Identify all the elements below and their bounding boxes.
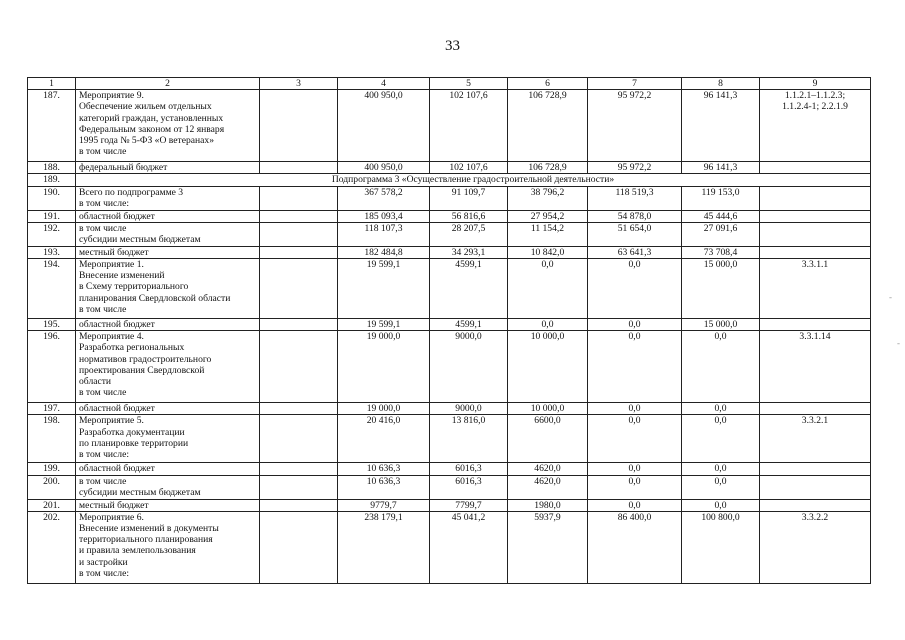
table-cell: 86 400,0 xyxy=(588,511,682,583)
table-cell xyxy=(260,162,338,174)
table-cell: 10 000,0 xyxy=(508,403,588,415)
column-header: 4 xyxy=(338,78,430,90)
table-cell: 4599,1 xyxy=(430,259,508,319)
column-header: 5 xyxy=(430,78,508,90)
table-cell: 95 972,2 xyxy=(588,162,682,174)
budget-table xyxy=(27,77,871,584)
table-cell: 118 519,3 xyxy=(588,186,682,210)
table-row xyxy=(28,210,871,222)
table-cell: 4620,0 xyxy=(508,475,588,499)
table-cell: 190. xyxy=(28,186,76,210)
table-cell xyxy=(760,162,871,174)
table-cell: 194. xyxy=(28,259,76,319)
table-cell: 38 796,2 xyxy=(508,186,588,210)
table-cell: 0,0 xyxy=(682,499,760,511)
table-cell: в том числе субсидии местным бюджетам xyxy=(76,222,260,246)
table-cell xyxy=(260,475,338,499)
table-cell: областной бюджет xyxy=(76,210,260,222)
table-cell: 102 107,6 xyxy=(430,162,508,174)
table-row xyxy=(28,246,871,258)
table-cell: 0,0 xyxy=(682,415,760,463)
table-cell: 9779,7 xyxy=(338,499,430,511)
column-header: 2 xyxy=(76,78,260,90)
table-cell: 106 728,9 xyxy=(508,90,588,162)
table-cell: 199. xyxy=(28,463,76,475)
table-row xyxy=(28,222,871,246)
table-cell: Мероприятие 4. Разработка региональных нормативов градостроительного проектирования Свердловской области в том числе xyxy=(76,331,260,403)
table-row xyxy=(28,186,871,210)
table-cell: 0,0 xyxy=(588,259,682,319)
table-row xyxy=(28,499,871,511)
table-cell: 73 708,4 xyxy=(682,246,760,258)
table-cell xyxy=(260,499,338,511)
table-cell: Мероприятие 6. Внесение изменений в документы территориального планирования и правила землепользования и застройки в том числе: xyxy=(76,511,260,583)
table-cell: 10 000,0 xyxy=(508,331,588,403)
table-cell xyxy=(260,259,338,319)
table-cell xyxy=(260,222,338,246)
table-cell: 367 578,2 xyxy=(338,186,430,210)
table-cell xyxy=(760,222,871,246)
table-cell: областной бюджет xyxy=(76,463,260,475)
table-cell: Мероприятие 1. Внесение изменений в Схему территориального планирования Свердловской области в том числе xyxy=(76,259,260,319)
table-cell: 0,0 xyxy=(508,259,588,319)
table-cell: 63 641,3 xyxy=(588,246,682,258)
table-cell: 10 636,3 xyxy=(338,463,430,475)
scan-mark: - xyxy=(889,292,892,302)
table-cell: 0,0 xyxy=(682,463,760,475)
table-cell: 51 654,0 xyxy=(588,222,682,246)
table-cell xyxy=(260,186,338,210)
table-cell xyxy=(760,499,871,511)
table-cell xyxy=(260,90,338,162)
table-cell xyxy=(260,210,338,222)
table-row xyxy=(28,331,871,403)
table-row xyxy=(28,90,871,162)
subprogram-header: Подпрограмма 3 «Осуществление градостроительной деятельности» xyxy=(76,174,871,186)
table-cell: 200. xyxy=(28,475,76,499)
table-cell: 198. xyxy=(28,415,76,463)
table-cell xyxy=(260,415,338,463)
table-cell: 3.3.2.2 xyxy=(760,511,871,583)
table-row xyxy=(28,403,871,415)
table-row xyxy=(28,463,871,475)
table-cell: 400 950,0 xyxy=(338,90,430,162)
table-cell: 189. xyxy=(28,174,76,186)
table-cell: 1980,0 xyxy=(508,499,588,511)
table-cell: 96 141,3 xyxy=(682,90,760,162)
table-cell xyxy=(260,403,338,415)
table-cell: 3.3.1.1 xyxy=(760,259,871,319)
table-cell xyxy=(260,331,338,403)
table-cell: 400 950,0 xyxy=(338,162,430,174)
table-cell: 191. xyxy=(28,210,76,222)
table-cell: местный бюджет xyxy=(76,246,260,258)
table-cell: 196. xyxy=(28,331,76,403)
table-cell: 19 000,0 xyxy=(338,403,430,415)
table-cell: 0,0 xyxy=(588,499,682,511)
table-cell: 0,0 xyxy=(588,331,682,403)
table-cell: 0,0 xyxy=(682,331,760,403)
table-cell: 6016,3 xyxy=(430,475,508,499)
table-cell xyxy=(260,319,338,331)
table-cell: 54 878,0 xyxy=(588,210,682,222)
table-cell xyxy=(260,463,338,475)
table-cell: Всего по подпрограмме 3 в том числе: xyxy=(76,186,260,210)
table-row xyxy=(28,259,871,319)
table-cell: 1.1.2.1–1.1.2.3; 1.1.2.4-1; 2.2.1.9 xyxy=(760,90,871,162)
table-cell: 118 107,3 xyxy=(338,222,430,246)
table-cell: 45 041,2 xyxy=(430,511,508,583)
table-cell: 195. xyxy=(28,319,76,331)
column-header: 3 xyxy=(260,78,338,90)
table-cell xyxy=(760,186,871,210)
table-cell: 0,0 xyxy=(588,319,682,331)
table-cell: 106 728,9 xyxy=(508,162,588,174)
table-cell: 91 109,7 xyxy=(430,186,508,210)
table-cell: 27 954,2 xyxy=(508,210,588,222)
table-cell: 19 599,1 xyxy=(338,259,430,319)
table-cell: 102 107,6 xyxy=(430,90,508,162)
table-cell: 0,0 xyxy=(588,403,682,415)
table-row xyxy=(28,511,871,583)
table-cell: 4620,0 xyxy=(508,463,588,475)
table-cell: 192. xyxy=(28,222,76,246)
table-cell xyxy=(760,475,871,499)
table-cell: 3.3.2.1 xyxy=(760,415,871,463)
table-cell: 202. xyxy=(28,511,76,583)
table-row xyxy=(28,415,871,463)
table-cell xyxy=(260,511,338,583)
table-cell: 188. xyxy=(28,162,76,174)
column-header: 6 xyxy=(508,78,588,90)
table-cell: 96 141,3 xyxy=(682,162,760,174)
table-cell: 0,0 xyxy=(588,475,682,499)
column-header: 8 xyxy=(682,78,760,90)
table-cell: 0,0 xyxy=(508,319,588,331)
table-cell xyxy=(760,403,871,415)
table-cell: 19 000,0 xyxy=(338,331,430,403)
table-cell: 6016,3 xyxy=(430,463,508,475)
table-cell: 9000,0 xyxy=(430,403,508,415)
table-cell: 56 816,6 xyxy=(430,210,508,222)
table-header-row xyxy=(28,78,871,90)
table-cell: 182 484,8 xyxy=(338,246,430,258)
table-cell xyxy=(760,210,871,222)
table-cell: 0,0 xyxy=(588,415,682,463)
table-cell: 4599,1 xyxy=(430,319,508,331)
table-cell: 20 416,0 xyxy=(338,415,430,463)
table-row xyxy=(28,174,871,186)
table-cell: 0,0 xyxy=(588,463,682,475)
table-cell: 28 207,5 xyxy=(430,222,508,246)
table-cell xyxy=(760,319,871,331)
table-cell xyxy=(760,246,871,258)
column-header: 1 xyxy=(28,78,76,90)
table-cell: 11 154,2 xyxy=(508,222,588,246)
scan-mark: - xyxy=(897,338,900,348)
table-cell: 15 000,0 xyxy=(682,259,760,319)
table-cell: 238 179,1 xyxy=(338,511,430,583)
table-cell: 193. xyxy=(28,246,76,258)
table-cell: 95 972,2 xyxy=(588,90,682,162)
table-cell: 15 000,0 xyxy=(682,319,760,331)
table-cell xyxy=(260,246,338,258)
table-cell: 0,0 xyxy=(682,403,760,415)
table-cell: 185 093,4 xyxy=(338,210,430,222)
table-row xyxy=(28,319,871,331)
table-cell: Мероприятие 5. Разработка документации по планировке территории в том числе: xyxy=(76,415,260,463)
column-header: 7 xyxy=(588,78,682,90)
table-cell: в том числе субсидии местным бюджетам xyxy=(76,475,260,499)
table-cell: 10 636,3 xyxy=(338,475,430,499)
table-cell: 27 091,6 xyxy=(682,222,760,246)
table-cell: 201. xyxy=(28,499,76,511)
table-row xyxy=(28,475,871,499)
table-cell: 19 599,1 xyxy=(338,319,430,331)
table-cell: 13 816,0 xyxy=(430,415,508,463)
table-cell: 119 153,0 xyxy=(682,186,760,210)
table-cell: 0,0 xyxy=(682,475,760,499)
column-header: 9 xyxy=(760,78,871,90)
table-row xyxy=(28,162,871,174)
table-cell: 187. xyxy=(28,90,76,162)
table-cell: 10 842,0 xyxy=(508,246,588,258)
table-cell: областной бюджет xyxy=(76,403,260,415)
table-cell: Мероприятие 9. Обеспечение жильем отдельных категорий граждан, установленных Федеральным законом от 12 января 1995 года № 5-ФЗ «О ветеранах» в том числе xyxy=(76,90,260,162)
table-cell: федеральный бюджет xyxy=(76,162,260,174)
table-cell: 45 444,6 xyxy=(682,210,760,222)
table-cell: местный бюджет xyxy=(76,499,260,511)
table-cell: 3.3.1.14 xyxy=(760,331,871,403)
page-number: 33 xyxy=(445,38,460,54)
table-cell: 7799,7 xyxy=(430,499,508,511)
table-cell: 9000,0 xyxy=(430,331,508,403)
table-cell: 5937,9 xyxy=(508,511,588,583)
table-cell: 34 293,1 xyxy=(430,246,508,258)
table-cell: областной бюджет xyxy=(76,319,260,331)
table-cell xyxy=(760,463,871,475)
table-cell: 197. xyxy=(28,403,76,415)
table-cell: 100 800,0 xyxy=(682,511,760,583)
table-cell: 6600,0 xyxy=(508,415,588,463)
